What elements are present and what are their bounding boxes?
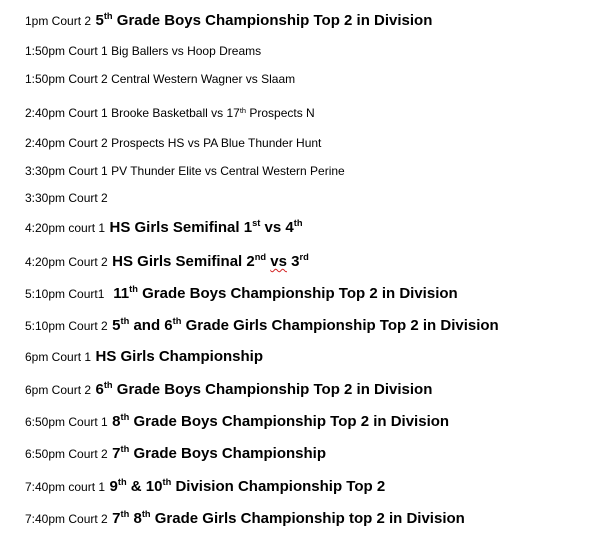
schedule-line [25,414,449,430]
event-text: Grade Boys Championship Top 2 in Division [133,413,450,430]
event-text: Grade Boys Championship Top 2 in Division [116,12,433,29]
event-text: Brooke Basketball vs 17 [111,106,240,120]
schedule-line [25,318,499,334]
time-court: 6:50pm Court 2 [25,447,108,461]
time-court: 1pm Court 2 [25,14,92,28]
ordinal-suffix: th [120,412,130,423]
event-title [110,219,303,236]
event-text: 8 [112,413,121,430]
schedule-line [25,349,263,365]
time-court: 3:30pm Court 1 [25,164,108,178]
event-title [95,381,432,398]
ordinal-suffix: th [162,477,172,488]
event-text: 6 [95,381,104,398]
event-text: vs [270,253,287,270]
time-court: 6:50pm Court 1 [25,415,108,429]
event-text: Grade Girls Championship Top 2 in Division [185,317,499,334]
schedule-line [25,446,326,462]
schedule-line [25,13,432,29]
event-title: PV Thunder Elite vs Central Western Perine [111,164,345,178]
time-court: 1:50pm Court 1 [25,44,108,58]
schedule-line [25,254,309,270]
event-title: Big Ballers vs Hoop Dreams [111,44,262,58]
schedule-line [25,382,432,398]
event-text: and 6 [133,317,173,334]
time-court: 6pm Court 2 [25,383,92,397]
ordinal-suffix: st [252,218,261,229]
event-text: Grade Girls Championship top 2 in Division [154,510,465,527]
ordinal-suffix: th [103,11,113,22]
schedule-line [25,479,385,495]
time-court: 5:10pm Court 2 [25,319,108,333]
event-text: 3 [291,253,300,270]
event-text: 9 [109,478,118,495]
time-court: 2:40pm Court 2 [25,136,108,150]
ordinal-suffix: th [129,284,138,295]
time-court: 3:30pm Court 2 [25,191,108,205]
schedule-line [25,220,303,236]
event-text: Prospects N [249,106,315,120]
event-text: 7 [112,445,121,462]
event-text: Grade Boys Championship [133,445,327,462]
time-court: 4:20pm Court 2 [25,255,108,269]
ordinal-suffix: th [293,218,303,229]
schedule-line [25,286,458,302]
ordinal-suffix: th [120,316,130,327]
event-text: 5 [95,12,104,29]
time-court: 7:40pm Court 2 [25,512,108,526]
event-title [113,285,457,302]
schedule-line [25,45,261,57]
event-text: Grade Boys Championship Top 2 in Division [116,381,433,398]
event-text: 5 [112,317,121,334]
event-title [112,413,449,430]
schedule-line [25,192,108,204]
event-title: Prospects HS vs PA Blue Thunder Hunt [111,136,322,150]
event-title [112,445,326,462]
ordinal-suffix: rd [299,252,309,263]
event-title [111,106,315,120]
event-title [112,317,499,334]
event-text: vs 4 [264,219,294,236]
time-court: 2:40pm Court 1 [25,106,108,120]
event-text: 11 [113,285,130,302]
ordinal-suffix: th [172,316,182,327]
ordinal-suffix: th [239,105,247,115]
event-text: 7 [112,510,121,527]
event-title [112,510,465,527]
time-court: 5:10pm Court1 [25,287,105,301]
event-text: Grade Boys Championship Top 2 in Division [142,285,458,302]
time-court: 1:50pm Court 2 [25,72,108,86]
ordinal-suffix: th [120,444,130,455]
time-court: 7:40pm court 1 [25,480,106,494]
ordinal-suffix: th [117,477,127,488]
ordinal-suffix: th [120,509,130,520]
schedule-line [25,165,345,177]
event-title [95,12,432,29]
schedule-line [25,107,315,119]
schedule-line [25,137,321,149]
event-text: 8 [133,510,142,527]
schedule-line [25,73,295,85]
schedule-line [25,511,465,527]
ordinal-suffix: th [103,380,113,391]
event-title: HS Girls Championship [95,348,264,365]
event-text: & 10 [130,478,163,495]
ordinal-suffix: th [141,509,151,520]
event-text: Division Championship Top 2 [175,478,386,495]
event-title [112,253,309,270]
event-title [110,478,386,495]
event-title: Central Western Wagner vs Slaam [111,72,296,86]
time-court: 6pm Court 1 [25,350,92,364]
event-text: HS Girls Semifinal 2 [112,253,255,270]
event-text: HS Girls Semifinal 1 [109,219,253,236]
ordinal-suffix: nd [254,252,267,263]
time-court: 4:20pm court 1 [25,221,106,235]
